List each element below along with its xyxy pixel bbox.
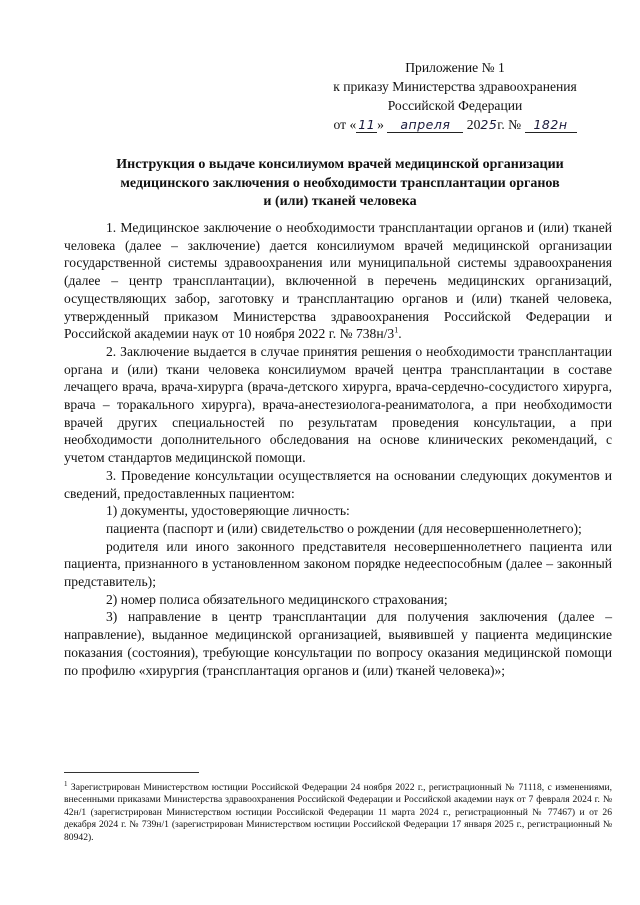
footnote-marker: 1 [64, 779, 68, 788]
list-subitem-guardian: родителя или иного законного представителя несовершеннолетнего пациента или пациента, признанного в установленном законом порядке недееспособным (далее – законный представитель); [64, 538, 612, 590]
date-quote-close: » [377, 117, 384, 132]
ministry-country: Российской Федерации [387, 98, 523, 113]
handwritten-order-number: 182н [525, 118, 577, 133]
list-item-1: 1) документы, удостоверяющие личность: [106, 503, 350, 519]
appendix-number: Приложение № 1 [405, 60, 505, 75]
document-title [60, 156, 620, 212]
year-prefix: 20 [466, 117, 481, 132]
paragraph-1-text: 1. Медицинское заключение о необходимости трансплантации органов и (или) тканей человека (далее – заключение) дается консилиумом врачей медицинской организации государственной системы здравоохранения или муниципальной системы здравоохранения (далее – центр трансплантации), включенной в перечень медицинских организаций, осуществляющих забор, заготовку и трансплантацию органов и (или) тканей человека, утвержденный приказом Министерства здравоохранения Российской Федерации и Российской академии наук от 10 ноября 2022 г. № 738н/3 [64, 220, 612, 342]
instruction-body [64, 219, 612, 679]
paragraph-1 [64, 219, 612, 343]
appendix-header [300, 58, 610, 134]
paragraph-2: 2. Заключение выдается в случае принятия решения о необходимости трансплантации органа и (или) ткани человека консилиумом врачей центра трансплантации в составе лечащего врача, врача-хирурга (врача-детского хирурга, врача-сердечно-сосудистого хирурга, врача – торакального хирурга), врача-анестезиолога-реаниматолога, а при необходимости врачей других специальностей по результатам проведения консультации, а при необходимости дополнительного обследования на основе клинических рекомендаций, с учетом стандартов медицинской помощи. [64, 343, 612, 466]
title-line-3: и (или) тканей человека [263, 194, 417, 209]
title-line-1: Инструкция о выдаче консилиумом врачей медицинской организации [116, 157, 564, 172]
year-number-label: г. № [497, 117, 522, 132]
list-subitem-patient: пациента (паспорт и (или) свидетельство о рождении (для несовершеннолетнего); [106, 520, 582, 536]
list-item-2: 2) номер полиса обязательного медицинского страхования; [106, 591, 448, 607]
handwritten-year: 25 [480, 117, 498, 132]
footnote-ref: 1 [394, 325, 399, 335]
handwritten-month: апреля [387, 118, 463, 133]
paragraph-3: 3. Проведение консультации осуществляется на основании следующих документов и сведений, предоставленных пациентом: [64, 467, 612, 501]
footnote-divider [64, 772, 199, 773]
date-prefix: от « [333, 117, 357, 132]
list-item-3: 3) направление в центр трансплантации для получения заключения (далее – направление), выданное медицинской организацией, выявившей у пациента медицинские показания (состояния), требующие консультации по вопросу оказания медицинской помощи по профилю «хирургия (трансплантация органов и (или) тканей человека)»; [64, 609, 612, 678]
footnote [64, 779, 612, 844]
order-date-number [300, 115, 610, 134]
paragraph-1-end: . [398, 326, 402, 342]
title-line-2: медицинского заключения о необходимости трансплантации органов [120, 175, 560, 191]
order-reference: к приказу Министерства здравоохранения [333, 79, 577, 94]
footnote-text: Зарегистрирован Министерством юстиции Российской Федерации 24 ноября 2022 г., регистрационный № 71118, с изменениями, внесенными приказами Министерства здравоохранения Российской Федерации и Российской академии наук от 7 февраля 2024 г. № 42н/1 (зарегистрирован Министерством юстиции Российской Федерации 11 марта 2024 г., регистрационный № 77467) и от 26 декабря 2024 г. № 739н/1 (зарегистрирован Министерством юстиции Российской Федерации 17 января 2025 г., регистрационный № 80942). [64, 782, 612, 843]
handwritten-day: 11 [358, 117, 376, 132]
